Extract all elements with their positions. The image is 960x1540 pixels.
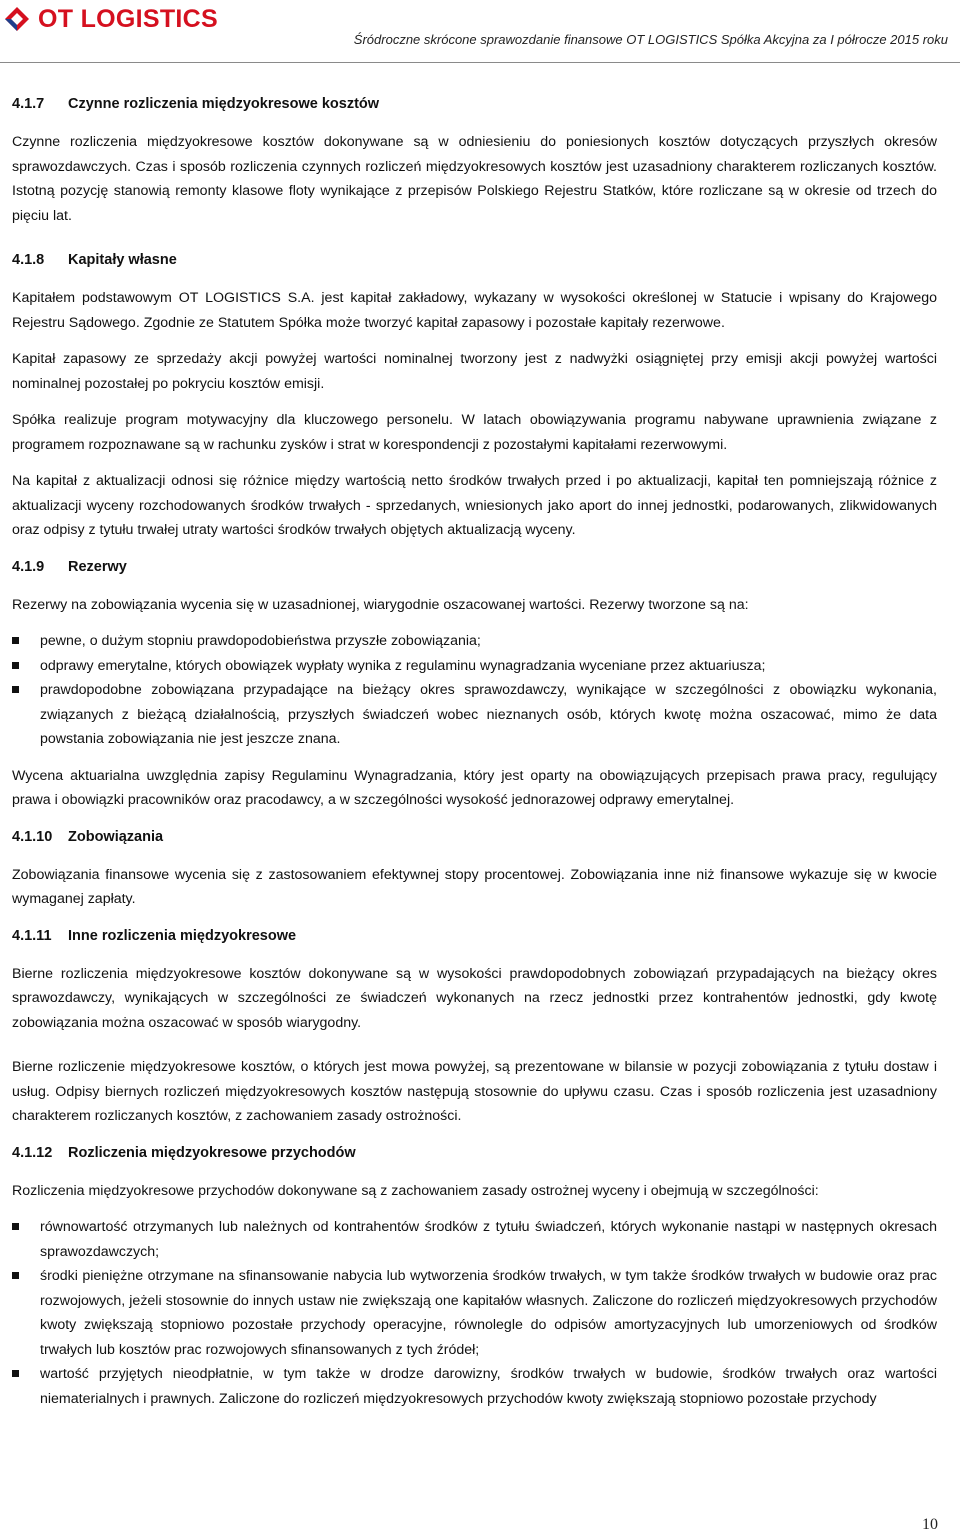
paragraph: Rozliczenia międzyokresowe przychodów dokonywane są z zachowaniem zasady ostrożnej wyceny i obejmują w szczególności: xyxy=(12,1182,819,1199)
paragraph: Kapitałem podstawowym OT LOGISTICS S.A. jest kapitał zakładowy, wykazany w wysokości określonej w Statucie i wpisany do Krajowego Rejestru Sądowego. Zgodnie ze Statutem Spółka może tworzyć kapitał zapasowy i pozostałe kapitały rezerwowe. xyxy=(12,290,937,331)
page-header xyxy=(0,0,960,64)
paragraph: Bierne rozliczenie międzyokresowe kosztów, o których jest mowa powyżej, są prezentowane w bilansie w pozycji zobowiązania z tytułu dostaw i usług. Odpisy biernych rozliczeń międzyokresowych kosztów następują stosownie do upływu czasu. Czas i sposób rozliczenia jest uzasadniony charakterem rozliczanych kosztów, z zachowaniem zasady ostrożności. xyxy=(12,1059,937,1124)
section-title: Kapitały własne xyxy=(68,252,177,268)
paragraph: Czynne rozliczenia międzyokresowe kosztów dokonywane są w odniesieniu do poniesionych kosztów dotyczących przyszłych okresów sprawozdawczych. Czas i sposób rozliczenia czynnych rozliczeń międzyokresowych kosztów jest uzasadniony charakterem rozliczanych kosztów. Istotną pozycję stanowią remonty klasowe floty wynikające z przepisów Polskiego Rejestru Statków, które rozliczane są w okresie od trzech do pięciu lat. xyxy=(12,134,937,224)
section-heading xyxy=(12,248,937,272)
section-number: 4.1.8 xyxy=(12,252,45,268)
paragraph: Zobowiązania finansowe wycenia się z zastosowaniem efektywnej stopy procentowej. Zobowiązania inne niż finansowe wykazuje się w kwocie wymaganej zapłaty. xyxy=(12,866,937,907)
section-title: Inne rozliczenia międzyokresowe xyxy=(68,927,297,944)
section-title: Rezerwy xyxy=(68,558,127,575)
page-number: 10 xyxy=(922,1516,938,1533)
paragraph: Na kapitał z aktualizacji odnosi się różnice między wartością netto środków trwałych przed i po aktualizacji, kapitał ten pomniejszają różnice z aktualizacji wyceny rozchodowanych środków trwałych - sprzedanych, wniesionych jako aport do innej jednostki, podarowanych, zlikwidowanych oraz odpisy z tytułu trwałej utraty wartości środków trwałych objętych aktualizacją wyceny. xyxy=(12,473,937,538)
paragraph: Rezerwy na zobowiązania wycenia się w uzasadnionej, wiarygodnie oszacowanej wartości. Rezerwy tworzone są na: xyxy=(12,596,749,613)
section-heading xyxy=(12,1141,937,1165)
section-title: Rozliczenia międzyokresowe przychodów xyxy=(68,1144,356,1161)
section-number: 4.1.10 xyxy=(12,828,53,845)
section-title: Zobowiązania xyxy=(68,828,164,845)
list-item: środki pieniężne otrzymane na sfinansowanie nabycia lub wytworzenia środków trwałych, w tym także środków trwałych w budowie oraz prac rozwojowych, jeżeli stosownie do innych ustaw nie zwiększają one kapitałów własnych. Zaliczone do rozliczeń międzyokresowych przychodów kwoty zwiększają stopniowo pozostałe przychody operacyjne, równolegle do odpisów amortyzacyjnych lub umorzeniowych od środków trwałych lub kosztów prac rozwojowych sfinansowanych z tych źródeł; xyxy=(12,1264,937,1362)
bullet-list xyxy=(12,629,937,752)
paragraph: Kapitał zapasowy ze sprzedaży akcji powyżej wartości nominalnej tworzony jest z nadwyżki osiągniętej przy emisji akcji powyżej wartości nominalnej pozostałej po pokryciu kosztów emisji. xyxy=(12,351,937,392)
bullet-list xyxy=(12,1215,937,1411)
list-item: odprawy emerytalne, których obowiązek wypłaty wynika z regulaminu wynagradzania wyceniane przez aktuariusza; xyxy=(12,654,937,679)
paragraph: Wycena aktuarialna uwzględnia zapisy Regulaminu Wynagradzania, który jest oparty na obowiązujących przepisach prawa pracy, regulujący prawa i obowiązki pracowników oraz pracodawcy, a w szczególności wysokość jednorazowej odprawy emerytalnej. xyxy=(12,767,937,808)
list-item: wartość przyjętych nieodpłatnie, w tym także w drodze darowizny, środków trwałych w budowie, środków trwałych oraz wartości niematerialnych i prawnych. Zaliczone do rozliczeń międzyokresowych przychodów kwoty zwiększają stopniowo pozostałe przychody xyxy=(12,1362,937,1411)
list-item: równowartość otrzymanych lub należnych od kontrahentów środków z tytułu świadczeń, których wykonanie nastąpi w następnych okresach sprawozdawczych; xyxy=(12,1215,937,1264)
logo-text: OT LOGISTICS xyxy=(38,4,218,33)
section-number: 4.1.9 xyxy=(12,558,45,575)
document-title: Śródroczne skrócone sprawozdanie finansowe OT LOGISTICS Spółka Akcyjna za I półrocze 2015 roku xyxy=(353,32,948,47)
paragraph: Spółka realizuje program motywacyjny dla kluczowego personelu. W latach obowiązywania programu nabywane uprawnienia związane z programem rozpoznawane są w rachunku zysków i strat w korespondencji z pozostałymi kapitałami rezerwowymi. xyxy=(12,412,937,453)
section-heading xyxy=(12,555,937,579)
ot-logistics-logo-icon xyxy=(4,6,30,32)
section-title: Czynne rozliczenia międzyokresowe kosztów xyxy=(68,96,380,112)
document-body xyxy=(12,92,937,1423)
section-heading xyxy=(12,825,937,849)
list-item: pewne, o dużym stopniu prawdopodobieństwa przyszłe zobowiązania; xyxy=(12,629,937,654)
section-number: 4.1.12 xyxy=(12,1144,53,1161)
paragraph: Bierne rozliczenia międzyokresowe kosztów dokonywane są w wysokości prawdopodobnych zobowiązań przypadających na bieżący okres sprawozdawczy, wynikających w szczególności ze świadczeń wykonanych na rzecz jednostki przez kontrahentów jednostki, gdy kwotę zobowiązania można oszacować w sposób wiarygodny. xyxy=(12,965,937,1031)
header-divider xyxy=(0,62,960,63)
company-logo xyxy=(4,2,218,36)
section-heading xyxy=(12,92,937,116)
section-number: 4.1.7 xyxy=(12,96,45,112)
list-item: prawdopodobne zobowiązana przypadające na bieżący okres sprawozdawczy, wynikające w szczególności z obowiązku wykonania, związanych z bieżącą działalnością, przyszłych świadczeń wobec nieznanych osób, których kwotę można oszacować, mimo że data powstania zobowiązania nie jest jeszcze znana. xyxy=(12,678,937,752)
section-heading xyxy=(12,924,937,948)
section-number: 4.1.11 xyxy=(12,927,52,944)
